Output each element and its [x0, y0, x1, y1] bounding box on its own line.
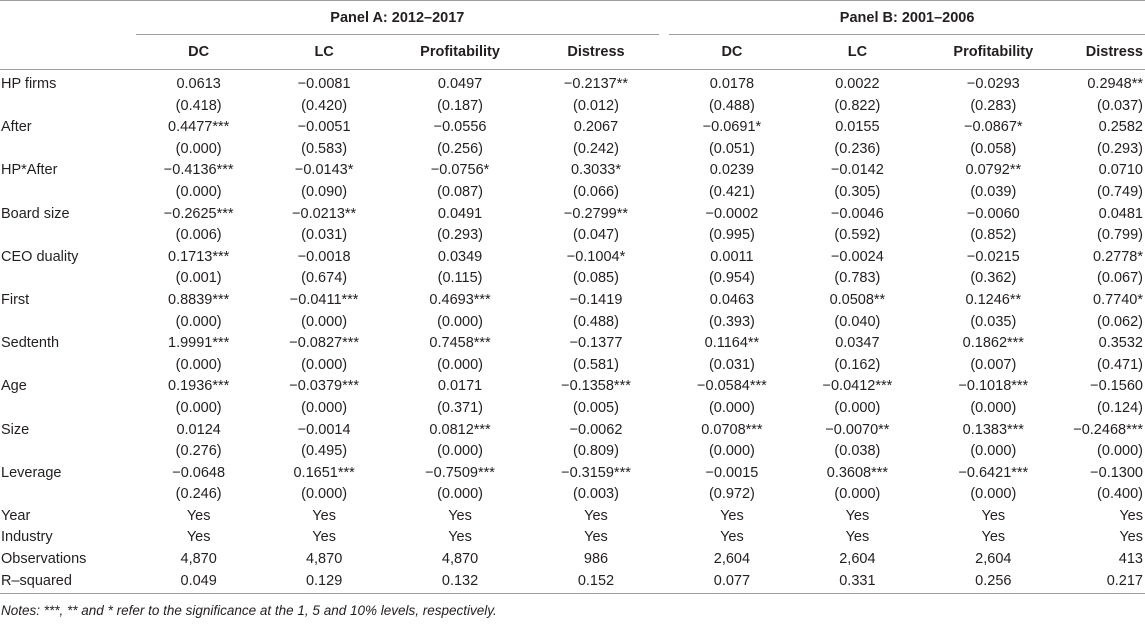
table-row	[0, 70, 1145, 96]
table-cell: −0.2468***	[1073, 421, 1143, 438]
table-cell: (0.037)	[1097, 97, 1143, 114]
table-cell: −0.0691*	[702, 119, 762, 136]
row-label: Year	[1, 507, 31, 524]
table-cell: 0.0792**	[965, 162, 1022, 179]
row-label	[0, 484, 136, 506]
table-cell: 0.8839***	[168, 291, 230, 308]
table-cell: −0.1358***	[561, 378, 631, 395]
table-cell: (0.799)	[1097, 227, 1143, 244]
table-cell: (0.420)	[301, 97, 348, 114]
table-cell: (0.583)	[301, 140, 348, 157]
column-gap	[659, 355, 669, 377]
table-cell: 0.1862***	[962, 335, 1024, 352]
table-cell: (0.246)	[175, 486, 222, 503]
table-cell: (0.006)	[175, 227, 222, 244]
table-row	[0, 549, 1145, 571]
row-label	[0, 355, 136, 377]
table-cell: −0.0024	[830, 248, 884, 265]
table-row	[0, 333, 1145, 355]
table-cell: 0.1164**	[704, 335, 760, 352]
row-label	[0, 139, 136, 161]
table-cell: 0.1936***	[168, 378, 230, 395]
table-cell: (0.090)	[301, 183, 348, 200]
table-cell: (0.007)	[970, 356, 1017, 373]
stub-column-header	[0, 35, 136, 70]
table-cell: (0.495)	[301, 443, 348, 460]
table-cell: (0.040)	[834, 313, 881, 330]
table-row	[0, 484, 1145, 506]
row-label: Board size	[1, 205, 70, 222]
table-cell: (0.000)	[708, 443, 755, 460]
table-cell: 0.2948**	[1087, 76, 1143, 92]
table-cell: 0.217	[1067, 571, 1145, 594]
panel-header-row	[0, 1, 1145, 35]
table-cell: 0.0155	[835, 119, 880, 136]
table-cell: (0.293)	[1097, 140, 1143, 157]
table-cell: −0.0142	[830, 162, 884, 179]
column-gap	[659, 571, 669, 594]
column-header-row	[0, 35, 1145, 70]
column-header: Profitability	[920, 35, 1066, 70]
column-gap	[659, 506, 669, 528]
table-cell: 0.129	[261, 571, 386, 594]
table-cell: 0.7458***	[429, 335, 491, 352]
table-cell: (0.000)	[834, 486, 881, 503]
column-gap	[659, 160, 669, 182]
table-cell: −0.0648	[172, 464, 226, 481]
table-cell: (0.371)	[437, 399, 484, 416]
table-row	[0, 506, 1145, 528]
table-cell: 4,870	[441, 551, 479, 568]
table-cell: (0.000)	[970, 399, 1017, 416]
row-label: HP*After	[1, 162, 58, 179]
table-cell: (0.822)	[834, 97, 881, 114]
row-label: First	[1, 291, 30, 308]
column-gap	[659, 376, 669, 398]
table-cell: −0.0215	[966, 248, 1020, 265]
table-cell: −0.0213**	[292, 205, 357, 222]
row-label: R–squared	[0, 571, 136, 594]
column-gap	[659, 117, 669, 139]
column-gap	[659, 398, 669, 420]
table-cell: −0.0412***	[822, 378, 893, 395]
row-label: CEO duality	[1, 248, 79, 265]
table-cell: (0.000)	[970, 486, 1017, 503]
table-cell: Yes	[186, 507, 211, 524]
panel-a-header: Panel A: 2012–2017	[136, 1, 659, 35]
table-cell: 0.0508**	[829, 291, 886, 308]
table-cell: (0.124)	[1097, 399, 1143, 416]
column-gap	[659, 204, 669, 226]
table-cell: 0.1713***	[168, 248, 230, 265]
table-body	[0, 70, 1145, 594]
table-cell: (0.000)	[301, 313, 348, 330]
table-row	[0, 571, 1145, 594]
column-gap	[659, 549, 669, 571]
table-cell: −0.0827***	[289, 335, 359, 352]
table-cell: (0.305)	[834, 183, 881, 200]
table-row	[0, 96, 1145, 118]
table-cell: 0.0463	[709, 291, 755, 308]
table-cell: Yes	[312, 507, 336, 524]
table-cell: (0.051)	[708, 140, 755, 157]
column-header: Distress	[533, 35, 659, 70]
table-cell: −0.1560	[1090, 378, 1143, 395]
table-row	[0, 441, 1145, 463]
table-cell: (0.000)	[175, 140, 222, 157]
table-cell: (0.012)	[573, 97, 619, 114]
table-cell: (0.000)	[708, 399, 755, 416]
column-header: LC	[795, 35, 920, 70]
column-header: Distress	[1067, 35, 1145, 70]
table-cell: 0.0022	[835, 76, 880, 92]
table-cell: −0.2137**	[563, 76, 629, 92]
table-cell: (0.003)	[573, 486, 619, 503]
table-cell: 0.0708***	[701, 421, 763, 438]
table-row	[0, 139, 1145, 161]
column-gap	[659, 70, 669, 96]
table-cell: Yes	[845, 529, 870, 546]
table-cell: (0.000)	[437, 356, 484, 373]
table-cell: (0.488)	[708, 97, 755, 114]
table-cell: (0.000)	[175, 356, 222, 373]
column-header: DC	[669, 35, 794, 70]
table-row	[0, 420, 1145, 442]
table-cell: (0.000)	[175, 399, 222, 416]
table-cell: 0.1383***	[962, 421, 1024, 438]
table-cell: −0.0014	[297, 421, 351, 438]
table-cell: −0.0051	[297, 119, 351, 136]
table-cell: 0.0239	[709, 162, 755, 179]
table-cell: (0.035)	[970, 313, 1017, 330]
table-cell: −0.0143*	[294, 162, 354, 179]
table-cell: (0.066)	[573, 183, 619, 200]
table-cell: 0.049	[136, 571, 261, 594]
table-cell: (0.187)	[437, 97, 484, 114]
column-gap	[659, 290, 669, 312]
table-row	[0, 182, 1145, 204]
table-row	[0, 376, 1145, 398]
table-cell: Yes	[584, 529, 608, 546]
table-cell: Yes	[1119, 507, 1143, 524]
table-cell: −0.1004*	[566, 248, 626, 265]
table-cell: 0.256	[920, 571, 1066, 594]
table-cell: −0.0018	[297, 248, 351, 265]
column-gap	[659, 312, 669, 334]
table-cell: Yes	[1119, 529, 1143, 546]
row-label	[0, 225, 136, 247]
table-row	[0, 225, 1145, 247]
table-cell: −0.2625***	[163, 205, 234, 222]
table-cell: (0.995)	[708, 227, 755, 244]
table-cell: 0.0481	[1098, 205, 1143, 222]
table-cell: −0.0002	[705, 205, 759, 222]
column-gap	[659, 182, 669, 204]
table-cell: −0.6421***	[958, 464, 1029, 481]
table-cell: −0.0379***	[289, 378, 359, 395]
table-cell: −0.0293	[966, 76, 1020, 92]
table-cell: (0.000)	[1097, 443, 1143, 460]
table-cell: −0.0060	[966, 205, 1020, 222]
row-label	[0, 398, 136, 420]
column-gap	[659, 484, 669, 506]
table-cell: (0.062)	[1097, 313, 1143, 330]
table-row	[0, 290, 1145, 312]
table-cell: −0.0584***	[697, 378, 767, 395]
table-cell: Yes	[981, 507, 1006, 524]
table-cell: −0.0062	[569, 421, 623, 438]
table-cell: 0.0171	[437, 378, 483, 395]
table-cell: 0.2067	[573, 119, 619, 136]
table-cell: (0.954)	[708, 270, 755, 287]
stub-header	[0, 1, 136, 35]
row-label: HP firms	[1, 76, 57, 92]
table-cell: (0.000)	[437, 443, 484, 460]
table-cell: 0.132	[387, 571, 533, 594]
table-row	[0, 527, 1145, 549]
table-cell: Yes	[720, 507, 744, 524]
row-label: Leverage	[1, 464, 62, 481]
table-cell: (0.972)	[708, 486, 755, 503]
table-cell: −0.0556	[433, 119, 487, 136]
row-label	[0, 268, 136, 290]
table-cell: (0.783)	[834, 270, 881, 287]
column-gap	[659, 333, 669, 355]
table-cell: −0.0081	[297, 76, 351, 92]
table-cell: (0.362)	[970, 270, 1017, 287]
table-cell: (0.162)	[834, 356, 881, 373]
table-cell: 0.0613	[176, 76, 221, 92]
table-cell: 1.9991***	[168, 335, 230, 352]
table-cell: (0.047)	[573, 227, 619, 244]
column-gap	[659, 268, 669, 290]
table-cell: 4,870	[305, 551, 343, 568]
table-cell: (0.058)	[970, 140, 1017, 157]
row-label: Sedtenth	[1, 335, 60, 352]
table-row	[0, 247, 1145, 269]
column-gap	[659, 225, 669, 247]
panel-gap	[659, 1, 669, 35]
column-header: LC	[261, 35, 386, 70]
table-cell: (0.000)	[437, 486, 484, 503]
table-cell: (0.000)	[834, 399, 881, 416]
table-cell: −0.1018***	[958, 378, 1029, 395]
table-notes: Notes: ***, ** and * refer to the significance at the 1, 5 and 10% levels, respectively.	[1, 603, 497, 619]
table-cell: 4,870	[180, 551, 217, 568]
table-cell: Yes	[584, 507, 608, 524]
table-cell: (0.256)	[437, 140, 484, 157]
table-cell: 986	[583, 551, 609, 568]
table-cell: (0.236)	[834, 140, 881, 157]
table-cell: 2,604	[975, 551, 1012, 568]
table-cell: (0.000)	[175, 313, 222, 330]
table-cell: 0.077	[669, 571, 794, 594]
table-cell: −0.0867*	[964, 119, 1023, 136]
table-cell: (0.283)	[970, 97, 1017, 114]
table-cell: (0.488)	[573, 313, 619, 330]
table-cell: (0.031)	[708, 356, 755, 373]
table-cell: 2,604	[839, 551, 876, 568]
table-cell: (0.749)	[1097, 183, 1143, 200]
table-cell: (0.000)	[301, 486, 348, 503]
table-cell: (0.809)	[573, 443, 619, 460]
table-row	[0, 398, 1145, 420]
table-cell: −0.2799**	[563, 205, 629, 222]
table-cell: (0.674)	[301, 270, 348, 287]
table-cell: Yes	[448, 529, 472, 546]
table-cell: Yes	[312, 529, 336, 546]
table-cell: (0.471)	[1097, 356, 1143, 373]
table-row	[0, 117, 1145, 139]
panel-b-header: Panel B: 2001–2006	[669, 1, 1145, 35]
table-cell: 413	[1118, 551, 1143, 568]
table-cell: (0.293)	[437, 227, 484, 244]
row-label: Age	[1, 378, 27, 395]
table-cell: (0.115)	[437, 270, 483, 287]
table-cell: 0.7740*	[1093, 291, 1143, 308]
table-cell: (0.242)	[573, 140, 619, 157]
table-cell: 0.2778*	[1093, 248, 1143, 265]
table-cell: Yes	[981, 529, 1006, 546]
row-label	[0, 182, 136, 204]
table-cell: 0.3532	[1098, 335, 1143, 352]
table-cell: 0.0347	[835, 335, 880, 352]
table-cell: −0.0015	[705, 464, 759, 481]
table-cell: −0.1419	[569, 291, 623, 308]
table-row	[0, 204, 1145, 226]
table-cell: (0.085)	[573, 270, 619, 287]
table-cell: 0.0710	[1098, 162, 1143, 179]
table-cell: 0.0349	[437, 248, 483, 265]
table-cell: −0.4136***	[163, 162, 234, 179]
table-cell: (0.000)	[437, 313, 484, 330]
table-row	[0, 355, 1145, 377]
table-cell: 0.4477***	[168, 119, 230, 136]
table-cell: 0.331	[795, 571, 920, 594]
table-cell: −0.0411***	[289, 291, 359, 308]
table-cell: 0.0178	[709, 76, 755, 92]
table-cell: 0.0491	[437, 205, 483, 222]
table-cell: −0.1300	[1090, 464, 1143, 481]
row-label: Industry	[1, 529, 53, 546]
row-label	[0, 96, 136, 118]
table-cell: −0.0070**	[825, 421, 890, 438]
table-row	[0, 312, 1145, 334]
table-cell: 0.152	[533, 571, 659, 594]
column-gap	[659, 463, 669, 485]
table-cell: (0.421)	[708, 183, 755, 200]
column-gap	[659, 420, 669, 442]
table-cell: 0.1651***	[293, 464, 355, 481]
table-cell: 0.0011	[710, 248, 754, 265]
table-cell: (0.393)	[708, 313, 755, 330]
table-row	[0, 268, 1145, 290]
table-cell: 0.1246**	[965, 291, 1022, 308]
column-gap	[659, 139, 669, 161]
table-cell: −0.7509***	[425, 464, 495, 481]
column-gap	[659, 441, 669, 463]
row-label	[0, 441, 136, 463]
table-cell: (0.039)	[970, 183, 1017, 200]
table-cell: 0.0497	[437, 76, 483, 92]
table-cell: (0.276)	[175, 443, 222, 460]
row-label	[0, 312, 136, 334]
table-cell: (0.038)	[834, 443, 881, 460]
table-cell: (0.000)	[970, 443, 1017, 460]
table-cell: (0.418)	[175, 97, 222, 114]
table-cell: (0.852)	[970, 227, 1017, 244]
table-cell: (0.067)	[1097, 270, 1143, 287]
table-cell: (0.087)	[437, 183, 484, 200]
table-cell: (0.592)	[834, 227, 881, 244]
row-label: Observations	[1, 551, 87, 568]
table-row	[0, 463, 1145, 485]
table-cell: (0.000)	[301, 356, 348, 373]
table-cell: 0.3033*	[570, 162, 621, 179]
column-header: DC	[136, 35, 261, 70]
table-cell: 2,604	[713, 551, 751, 568]
table-row	[0, 160, 1145, 182]
table-cell: 0.0124	[176, 421, 221, 438]
row-label: Size	[1, 421, 30, 438]
table-cell: −0.3159***	[561, 464, 631, 481]
table-cell: 0.4693***	[429, 291, 491, 308]
column-gap	[659, 527, 669, 549]
column-gap	[659, 35, 669, 70]
table-cell: Yes	[845, 507, 870, 524]
table-cell: (0.005)	[573, 399, 619, 416]
table-cell: −0.0046	[830, 205, 884, 222]
table-cell: −0.1377	[569, 335, 623, 352]
table-cell: (0.031)	[301, 227, 348, 244]
column-gap	[659, 247, 669, 269]
table-cell: Yes	[720, 529, 744, 546]
column-header: Profitability	[387, 35, 533, 70]
table-cell: (0.000)	[301, 399, 348, 416]
table-cell: (0.581)	[573, 356, 619, 373]
table-cell: 0.3608***	[826, 464, 889, 481]
table-cell: Yes	[186, 529, 211, 546]
table-cell: (0.400)	[1097, 486, 1143, 503]
column-gap	[659, 96, 669, 118]
table-cell: Yes	[448, 507, 472, 524]
table-cell: −0.0756*	[430, 162, 490, 179]
table-cell: (0.001)	[175, 270, 222, 287]
table-cell: 0.2582	[1098, 119, 1143, 136]
table-cell: 0.0812***	[429, 421, 491, 438]
table-cell: (0.000)	[175, 183, 222, 200]
row-label: After	[1, 119, 32, 136]
